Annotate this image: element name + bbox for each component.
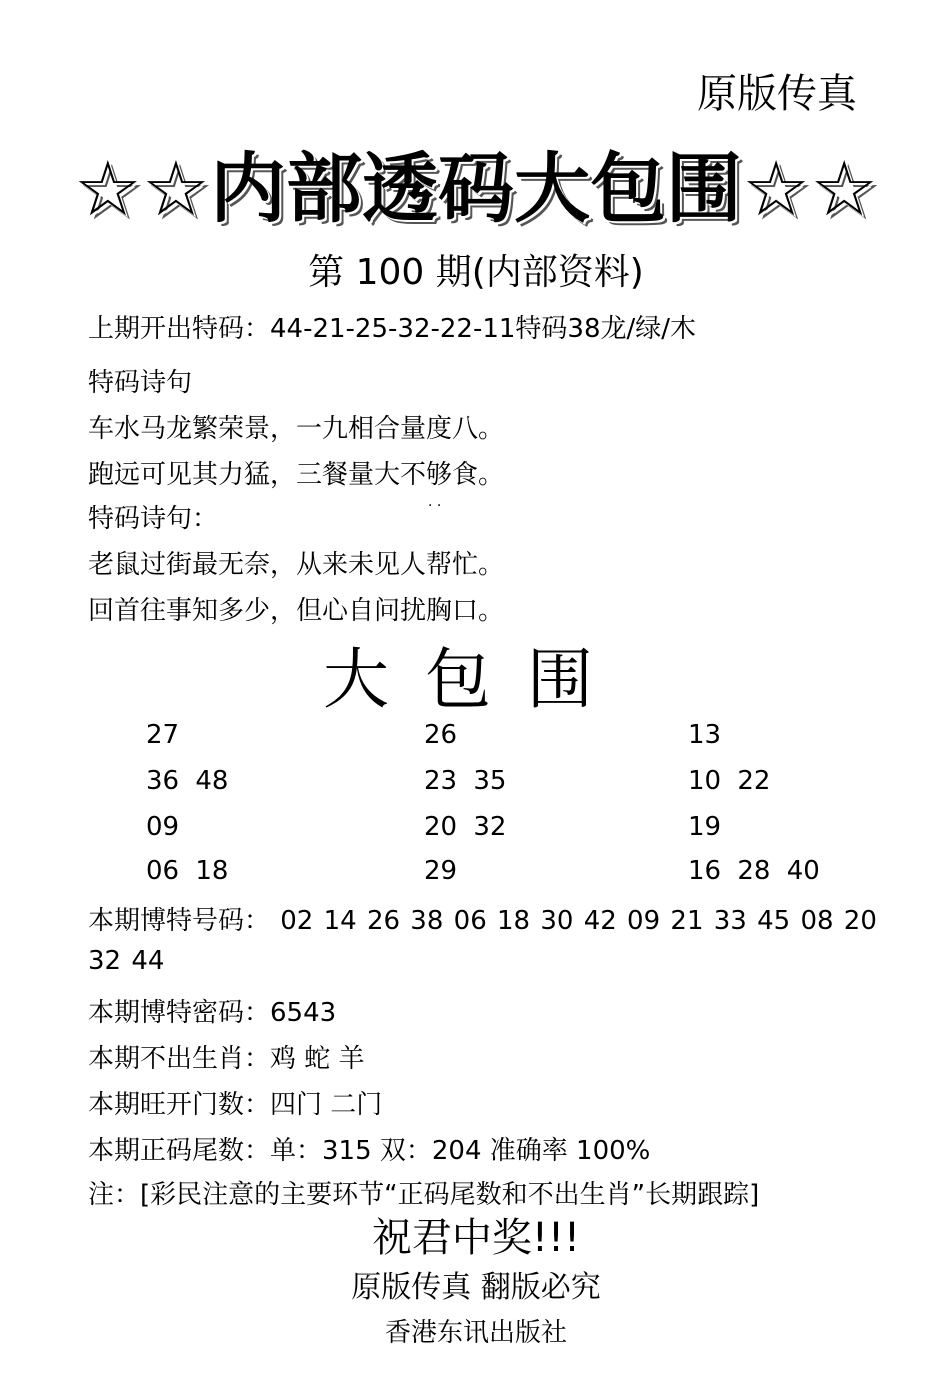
grid-cell: 06 18: [146, 856, 229, 886]
grid-cell: 09: [146, 812, 180, 842]
grid-cell: 19: [688, 812, 722, 842]
grid-cell: 13: [688, 720, 722, 750]
grid-cell: 26: [424, 720, 458, 750]
grid-cell: 36 48: [146, 766, 229, 796]
grid-cell: 10 22: [688, 766, 771, 796]
special-numbers-continued: 32 44: [88, 946, 165, 976]
excluded-zodiac: 本期不出生肖：鸡 蛇 羊: [88, 1044, 365, 1074]
poem-heading: 特码诗句: [88, 368, 193, 398]
page-title: ☆☆内部透码大包围☆☆: [73, 144, 879, 233]
copyright-notice: 原版传真 翻版必究: [351, 1270, 601, 1305]
special-numbers: 本期博特号码： 02 14 26 38 06 18 30 42 09 21 33 45 08 20: [88, 906, 877, 936]
poem-line: 老鼠过街最无奈，从来未见人帮忙。: [88, 550, 505, 580]
grid-cell: 23 35: [424, 766, 507, 796]
poem-line: 跑远可见其力猛，三餐量大不够食。: [88, 460, 505, 490]
last-draw-result: 上期开出特码：44-21-25-32-22-11特码38龙/绿/木: [88, 314, 697, 344]
tail-numbers: 本期正码尾数：单：315 双：204 准确率 100%: [88, 1136, 651, 1166]
hot-doors: 本期旺开门数：四门 二门: [88, 1090, 383, 1120]
grid-cell: 20 32: [424, 812, 507, 842]
publisher: 香港东讯出版社: [384, 1318, 567, 1348]
poem-line: 回首往事知多少，但心自问扰胸口。: [88, 596, 505, 626]
poem-line: 车水马龙繁荣景，一九相合量度八。: [88, 414, 505, 444]
grid-cell: 27: [146, 720, 180, 750]
note: 注：[彩民注意的主要环节“正码尾数和不出生肖”长期跟踪]: [88, 1180, 760, 1210]
fax-label: 原版传真: [697, 71, 857, 117]
good-luck-wish: 祝君中奖!!!: [371, 1215, 581, 1261]
issue-number: 第 100 期(内部资料): [308, 252, 644, 293]
secret-code: 本期博特密码：6543: [88, 998, 337, 1028]
section-heading: 大包围: [323, 641, 629, 718]
stray-dots: · ·: [428, 498, 442, 514]
grid-cell: 29: [424, 856, 458, 886]
grid-cell: 16 28 40: [688, 856, 820, 886]
poem-heading: 特码诗句：: [88, 504, 219, 534]
